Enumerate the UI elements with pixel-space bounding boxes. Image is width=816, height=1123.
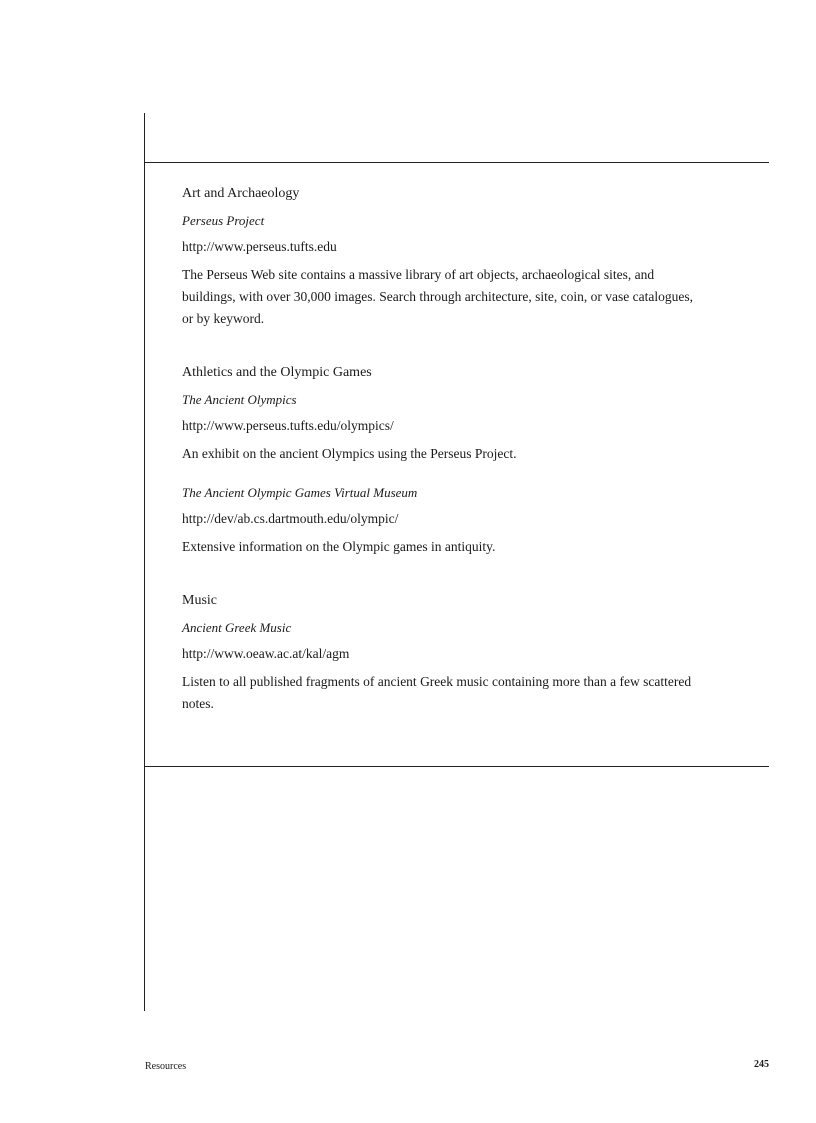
section-athletics-olympics xyxy=(182,363,702,558)
bottom-rule xyxy=(144,766,769,767)
left-margin-rule xyxy=(144,113,145,1011)
resource-entry xyxy=(182,484,702,558)
resource-entry xyxy=(182,212,702,330)
page-number: 245 xyxy=(754,1059,769,1070)
resource-description: An exhibit on the ancient Olympics using the Perseus Project. xyxy=(182,446,517,461)
resource-url[interactable]: http://www.perseus.tufts.edu xyxy=(182,239,337,254)
resource-description: Listen to all published fragments of ancient Greek music containing more than a few scattered notes. xyxy=(182,674,692,711)
resource-url[interactable]: http://www.perseus.tufts.edu/olympics/ xyxy=(182,418,394,433)
running-footer-section: Resources xyxy=(145,1061,187,1072)
resource-url[interactable]: http://dev/ab.cs.dartmouth.edu/olympic/ xyxy=(182,511,399,526)
resource-entry xyxy=(182,391,702,465)
section-heading: Art and Archaeology xyxy=(182,186,300,201)
section-heading: Music xyxy=(182,593,217,608)
resource-title: Perseus Project xyxy=(182,213,265,228)
resource-description: Extensive information on the Olympic games in antiquity. xyxy=(182,539,496,554)
top-rule xyxy=(144,162,769,163)
resource-description: The Perseus Web site contains a massive library of art objects, archaeological sites, and buildings, with over 30,000 images. Search through architecture, site, coin, or vase catalogues, or by keyword. xyxy=(182,267,693,326)
resource-url[interactable]: http://www.oeaw.ac.at/kal/agm xyxy=(182,646,350,661)
resource-list xyxy=(182,184,702,715)
resource-title: Ancient Greek Music xyxy=(182,620,292,635)
section-art-archaeology xyxy=(182,184,702,330)
section-music xyxy=(182,591,702,715)
resource-title: The Ancient Olympic Games Virtual Museum xyxy=(182,485,418,500)
resource-entry xyxy=(182,619,702,715)
resource-title: The Ancient Olympics xyxy=(182,392,297,407)
section-heading: Athletics and the Olympic Games xyxy=(182,365,372,380)
